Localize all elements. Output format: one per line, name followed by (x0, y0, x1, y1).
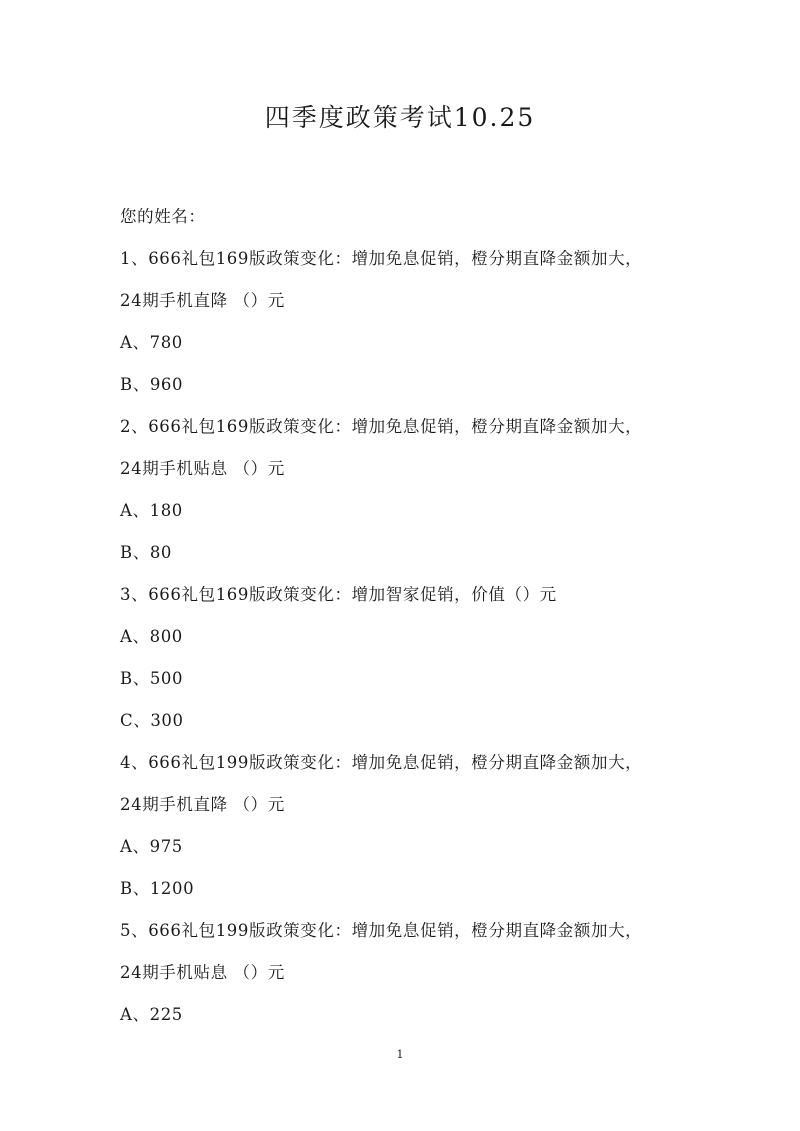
answer-option: A、225 (120, 1005, 183, 1024)
document-body (120, 196, 700, 1036)
question-text: 2、666礼包169版政策变化：增加免息促销，橙分期直降金额加大， (120, 417, 643, 436)
question-text-continued: 24期手机直降 （）元 (120, 795, 285, 814)
question-2 (120, 406, 700, 574)
question-1 (120, 238, 700, 406)
question-text: 3、666礼包169版政策变化：增加智家促销，价值（）元 (120, 585, 557, 604)
question-text-continued: 24期手机贴息 （）元 (120, 963, 285, 982)
answer-option: A、800 (120, 627, 183, 646)
answer-option: B、500 (120, 669, 184, 688)
name-label: 您的姓名： (120, 207, 206, 226)
answer-option: B、1200 (120, 879, 195, 898)
answer-option: A、780 (120, 333, 183, 352)
question-4 (120, 742, 700, 910)
question-text: 4、666礼包199版政策变化：增加免息促销，橙分期直降金额加大， (120, 753, 643, 772)
question-5 (120, 910, 700, 1036)
question-text-continued: 24期手机贴息 （）元 (120, 459, 285, 478)
page-number: 1 (396, 1048, 404, 1061)
question-text: 1、666礼包169版政策变化：增加免息促销，橙分期直降金额加大， (120, 249, 643, 268)
question-3 (120, 574, 700, 742)
document-title: 四季度政策考试10.25 (264, 103, 536, 132)
answer-option: B、960 (120, 375, 184, 394)
answer-option: B、80 (120, 543, 173, 562)
answer-option: C、300 (120, 711, 184, 730)
question-text-continued: 24期手机直降 （）元 (120, 291, 285, 310)
answer-option: A、975 (120, 837, 183, 856)
answer-option: A、180 (120, 501, 183, 520)
question-text: 5、666礼包199版政策变化：增加免息促销，橙分期直降金额加大， (120, 921, 643, 940)
